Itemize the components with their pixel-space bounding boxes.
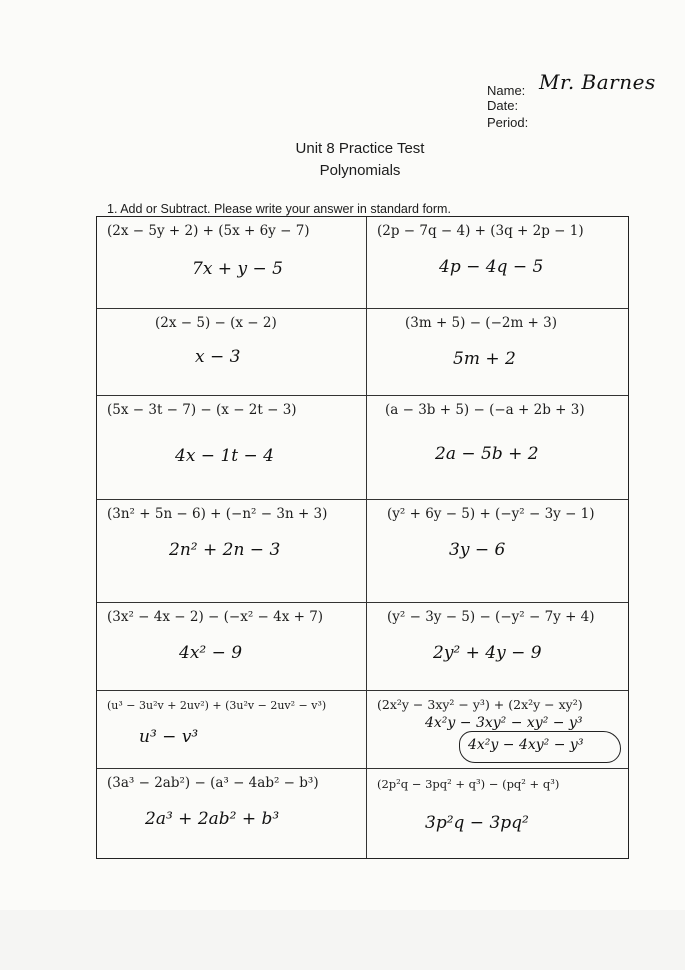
problem-expression: (y² − 3y − 5) − (−y² − 7y + 4) — [387, 609, 595, 625]
date-row — [487, 97, 656, 114]
problem-expression: (5x − 3t − 7) − (x − 2t − 3) — [107, 402, 297, 418]
problem-expression: (2x²y − 3xy² − y³) + (2x²y − xy²) — [377, 697, 583, 712]
instructions: 1. Add or Subtract. Please write your answer in standard form. — [107, 202, 451, 216]
problem-expression: (y² + 6y − 5) + (−y² − 3y − 1) — [387, 506, 595, 522]
handwritten-answer-circled: 4x²y − 4xy² − y³ — [468, 737, 584, 753]
problem-cell — [97, 217, 367, 309]
problem-cell — [367, 603, 628, 691]
problem-cell — [367, 396, 628, 500]
problem-cell — [97, 603, 367, 691]
handwritten-answer: x − 3 — [195, 347, 241, 367]
problem-expression: (3m + 5) − (−2m + 3) — [405, 315, 558, 331]
problem-cell — [367, 769, 628, 858]
problem-expression: (3x² − 4x − 2) − (−x² − 4x + 7) — [107, 609, 324, 625]
problem-expression: (3a³ − 2ab²) − (a³ − 4ab² − b³) — [107, 775, 319, 791]
problem-expression: (u³ − 3u²v + 2uv²) + (3u²v − 2uv² − v³) — [107, 699, 327, 712]
problem-cell — [367, 691, 628, 769]
date-label: Date: — [487, 98, 519, 113]
problem-cell — [97, 691, 367, 769]
handwritten-answer: 3y − 6 — [449, 540, 506, 560]
problem-cell — [367, 500, 628, 603]
handwritten-answer: 2y² + 4y − 9 — [433, 643, 542, 663]
handwritten-answer: 5m + 2 — [453, 349, 516, 369]
problem-grid — [96, 216, 629, 859]
problem-cell — [97, 500, 367, 603]
handwritten-answer: 7x + y − 5 — [192, 259, 283, 279]
handwritten-answer: 2n² + 2n − 3 — [169, 540, 281, 560]
student-info — [487, 70, 656, 131]
problem-expression: (2p − 7q − 4) + (3q + 2p − 1) — [377, 223, 584, 239]
handwritten-answer: 3p²q − 3pq² — [425, 813, 529, 833]
page-title — [245, 138, 475, 182]
handwritten-answer: 4p − 4q − 5 — [439, 257, 544, 277]
title-line-2: Polynomials — [319, 162, 401, 179]
title-line-1: Unit 8 Practice Test — [295, 140, 425, 157]
problem-expression: (2x − 5) − (x − 2) — [155, 315, 277, 331]
handwritten-answer: 4x − 1t − 4 — [175, 446, 274, 466]
problem-cell — [97, 396, 367, 500]
period-label: Period: — [487, 115, 529, 130]
name-value: Mr. Barnes — [539, 70, 656, 94]
name-row — [487, 70, 656, 98]
problem-expression: (3n² + 5n − 6) + (−n² − 3n + 3) — [107, 506, 328, 522]
problem-cell — [367, 309, 628, 396]
handwritten-answer: 4x²y − 3xy² − xy² − y³ — [425, 715, 583, 731]
handwritten-answer: 2a³ + 2ab² + b³ — [145, 809, 280, 829]
problem-expression: (a − 3b + 5) − (−a + 2b + 3) — [385, 402, 585, 418]
problem-expression: (2x − 5y + 2) + (5x + 6y − 7) — [107, 223, 310, 239]
period-row — [487, 114, 656, 131]
problem-expression: (2p²q − 3pq² + q³) − (pq² + q³) — [377, 777, 560, 791]
handwritten-answer: u³ − v³ — [139, 727, 199, 747]
handwritten-answer: 2a − 5b + 2 — [435, 444, 539, 464]
handwritten-answer: 4x² − 9 — [179, 643, 243, 663]
name-label: Name: — [487, 83, 526, 98]
problem-cell — [97, 309, 367, 396]
circled-work — [459, 731, 621, 763]
problem-cell — [367, 217, 628, 309]
problem-cell — [97, 769, 367, 858]
